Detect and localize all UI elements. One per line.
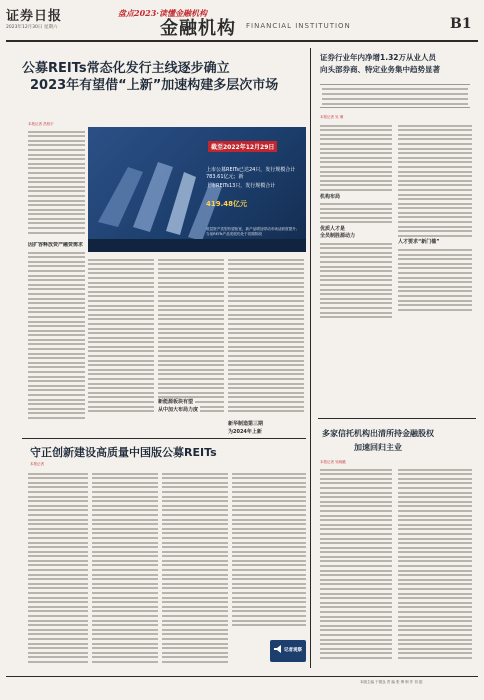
lead-body-col1	[28, 128, 85, 238]
right-mid-rule	[318, 418, 476, 419]
lead-byline: 本报记者 昌校宇	[28, 122, 54, 126]
reits-graphic	[88, 127, 306, 252]
footer-rule	[6, 676, 478, 677]
footer-editors: 本版主编 于德良 责 编 张 博 制 作 初 振	[360, 680, 423, 684]
bottom-col3	[162, 470, 228, 670]
right-top-col1	[320, 122, 392, 332]
right-bottom-headline-2: 加速回归主业	[354, 443, 402, 452]
right-top-subhead-1: 机构布局	[320, 193, 341, 200]
lead-subhead-4: 新华制造第三期	[228, 421, 264, 427]
right-top-headline-1: 证券行业年内净增1.32万从业人员	[320, 53, 437, 62]
section-title: 金融机构	[160, 18, 236, 39]
lead-headline-1: 公募REITs常态化发行主线逐步确立	[22, 61, 230, 76]
graphic-stat-2: 上市REITs13只，发行规模合计	[206, 183, 276, 189]
lead-story	[22, 60, 304, 94]
page-number: B1	[450, 16, 472, 32]
right-top-byline: 本报记者 吴 珊	[320, 115, 344, 119]
right-top-subhead-2: 优质人才是	[320, 226, 346, 233]
right-bottom-col2	[398, 466, 472, 666]
graphic-caption: 底层资产类型有望拓宽，新产品增加带动市场活跃度提升；当前REITs产品发展仍处于初期阶段	[206, 227, 300, 236]
lead-body-col3	[88, 256, 154, 432]
bottom-col2	[92, 470, 158, 670]
right-top-subhead-4: 人才要求“新门槛”	[398, 239, 440, 246]
lead-body-col2	[28, 242, 85, 432]
lead-subhead-5: 为2024年上新	[228, 429, 262, 435]
commentary-badge	[270, 640, 306, 662]
section-title-en: FINANCIAL INSTITUTION	[246, 22, 351, 30]
lead-subhead-2: 新能源板块有望	[158, 399, 194, 405]
lead-subhead-3: 从中加大布局力度	[158, 407, 199, 413]
lead-headline-2: 2023年有望借“上新”加速构建多层次市场	[30, 78, 279, 93]
bottom-byline: 本报记者	[30, 462, 44, 466]
commentary-label: 记者观察	[284, 648, 302, 653]
section-logo-mark: 盘点2023·读懂金融机构	[118, 8, 208, 18]
bottom-headline: 守正创新建设高质量中国版公募REITs	[30, 446, 217, 459]
right-top-summary	[320, 84, 470, 108]
right-top-headline-2: 向头部券商、特定业务集中趋势显著	[320, 65, 440, 74]
right-bottom-byline: 本报记者 吴晓璐	[320, 460, 346, 464]
right-bottom-col1	[320, 466, 392, 666]
graphic-stat-1: 上市公募REITs已达24只，发行规模合计783.61亿元；新	[206, 167, 296, 180]
column-divider	[310, 48, 311, 668]
lead-subhead-1: 因扩容释放资产融资需求	[28, 242, 84, 248]
lead-body-col5	[228, 256, 304, 432]
right-bottom-headline-1: 多家信托机构出清所持金融股权	[322, 429, 434, 438]
bottom-col4	[232, 470, 306, 630]
paper-name: 证券日报	[6, 9, 63, 24]
right-top-subhead-3: 全员制胜源动力	[320, 233, 356, 240]
bottom-col1	[28, 470, 88, 670]
issue-date: 2023年12月30日 星期六	[6, 25, 58, 30]
masthead-rule	[6, 40, 478, 42]
masthead	[0, 0, 484, 45]
right-top-col2	[398, 122, 472, 332]
megaphone-icon	[273, 644, 283, 654]
lead-bottom-rule	[22, 438, 306, 439]
graphic-stat-3: 419.48亿元	[206, 200, 248, 208]
graphic-date-banner: 截至2022年12月29日	[208, 141, 277, 152]
